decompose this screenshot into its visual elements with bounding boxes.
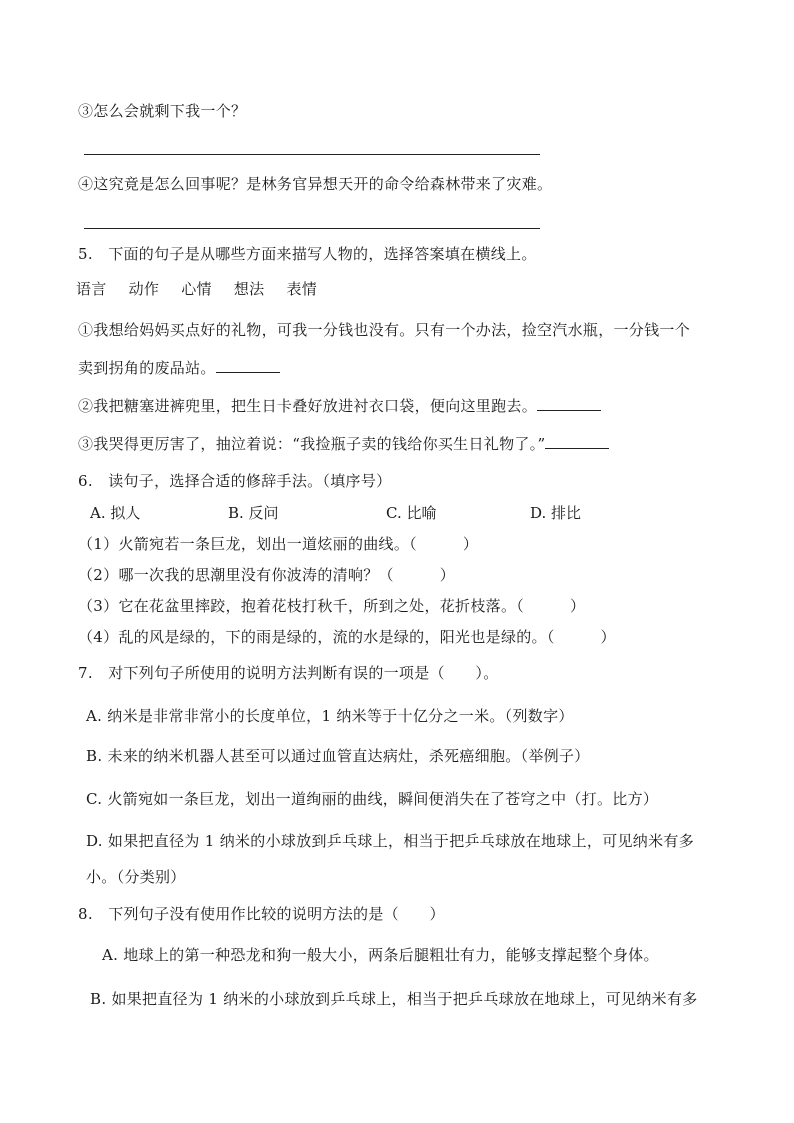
q7-option-c: C. 火箭宛如一条巨龙，划出一道绚丽的曲线，瞬间便消失在了苍穹之中（打。比方） — [86, 790, 659, 808]
q5-stem: 5. 下面的句子是从哪些方面来描写人物的，选择答案填在横线上。 — [78, 245, 537, 263]
q7-option-b: B. 未来的纳米机器人甚至可以通过血管直达病灶，杀死癌细胞。（举例子） — [86, 747, 590, 765]
fill-blank-3[interactable] — [545, 433, 609, 449]
choice-action: 动作 — [128, 280, 160, 298]
q7-option-d-line2: 小。（分类别） — [86, 868, 186, 886]
q5-item3: ③我哭得更厉害了，抽泣着说：“我捡瓶子卖的钱给你买生日礼物了。” — [78, 433, 609, 454]
q7-stem: 7. 对下列句子所使用的说明方法判断有误的一项是（ ）。 — [78, 664, 499, 682]
q6-option-c: C. 比喻 — [386, 504, 437, 522]
choice-language: 语言 — [76, 280, 107, 298]
q5-item1-line2: 卖到拐角的废品站。 — [78, 357, 280, 378]
q6-stem: 6. 读句子，选择合适的修辞手法。（填序号） — [78, 472, 392, 490]
choice-mood: 心情 — [181, 280, 212, 298]
q6-option-a: A. 拟人 — [90, 504, 141, 522]
q7-option-d-line1: D. 如果把直径为 1 纳米的小球放到乒乓球上，相当于把乒乓球放在地球上，可见纳米有多 — [86, 832, 695, 850]
q6-item-3: （3）它在花盆里摔跤，抱着花枝打秋千，所到之处，花折枝落。（ ） — [78, 597, 586, 615]
q7-option-a: A. 纳米是非常非常小的长度单位，1 纳米等于十亿分之一米。（列数字） — [86, 707, 574, 725]
q5-item1-line1: ①我想给妈妈买点好的礼物，可我一分钱也没有。只有一个办法，捡空汽水瓶，一分钱一个 — [78, 321, 691, 339]
q6-item-1: （1）火箭宛若一条巨龙，划出一道炫丽的曲线。（ ） — [78, 535, 479, 553]
sentence-3: ③怎么会就剩下我一个？ — [78, 102, 247, 120]
q6-option-d: D. 排比 — [530, 504, 582, 522]
choice-thought: 想法 — [233, 280, 265, 298]
q6-option-b: B. 反问 — [228, 504, 279, 522]
answer-line-1[interactable] — [84, 154, 540, 155]
q8-option-b: B. 如果把直径为 1 纳米的小球放到乒乓球上，相当于把乒乓球放在地球上，可见纳米有多 — [90, 990, 698, 1008]
q6-item-2: （2）哪一次我的思潮里没有你波涛的清响？（ ） — [78, 566, 456, 584]
q8-option-a: A. 地球上的第一种恐龙和狗一般大小，两条后腿粗壮有力，能够支撑起整个身体。 — [102, 946, 659, 964]
fill-blank-2[interactable] — [537, 395, 601, 411]
answer-line-2[interactable] — [84, 228, 540, 229]
q6-item-4: （4）乱的风是绿的，下的雨是绿的，流的水是绿的，阳光也是绿的。（ ） — [78, 628, 616, 646]
q5-choices — [76, 279, 317, 299]
q5-item2: ②我把糖塞进裤兜里，把生日卡叠好放进衬衣口袋，便向这里跑去。 — [78, 395, 601, 416]
fill-blank-1[interactable] — [216, 357, 280, 373]
choice-expression: 表情 — [286, 280, 318, 298]
q8-stem: 8. 下列句子没有使用作比较的说明方法的是（ ） — [78, 905, 445, 923]
sentence-4: ④这究竟是怎么回事呢？是林务官异想天开的命令给森林带来了灾难。 — [78, 175, 553, 193]
